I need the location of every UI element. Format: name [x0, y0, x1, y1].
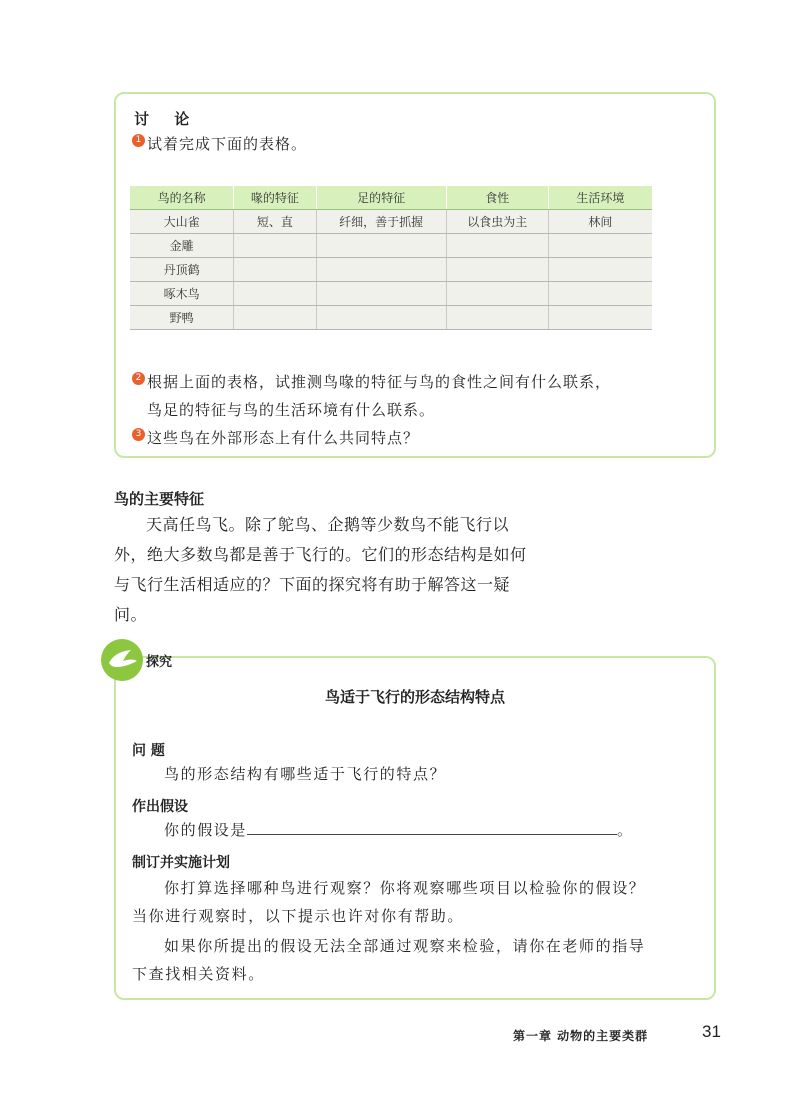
- table-row: [130, 210, 652, 234]
- table-row: [130, 234, 652, 258]
- table-row: [130, 258, 652, 282]
- table-cell[interactable]: [316, 258, 446, 282]
- table-cell: 丹顶鹤: [130, 258, 234, 282]
- table-row: [130, 306, 652, 330]
- problem-text: 鸟的形态结构有哪些适于飞行的特点？: [164, 765, 447, 783]
- table-cell: 啄木鸟: [130, 282, 234, 306]
- hypothesis-prefix: 你的假设是: [164, 821, 248, 839]
- plan-line-4: 下查找相关资料。: [132, 965, 265, 983]
- question-3-text: 这些鸟在外部形态上有什么共同特点？: [147, 429, 420, 447]
- table-cell: 野鸭: [130, 306, 234, 330]
- section-paragraph: 天高任鸟飞。除了鸵鸟、企鹅等少数鸟不能飞行以外，绝大多数鸟都是善于飞行的。它们的形态结构是如何与飞行生活相适应的？下面的探究将有助于解答这一疑问。: [114, 515, 527, 624]
- header-bird-name: 鸟的名称: [130, 186, 234, 210]
- table-cell: 以食虫为主: [446, 210, 548, 234]
- table-cell[interactable]: [234, 234, 316, 258]
- table-cell[interactable]: [446, 258, 548, 282]
- question-1: [132, 130, 307, 158]
- table-cell[interactable]: [234, 258, 316, 282]
- header-feet: 足的特征: [316, 186, 446, 210]
- table-cell: 金雕: [130, 234, 234, 258]
- plan-line-1: 你打算选择哪种鸟进行观察？你将观察哪些项目以检验你的假设？: [164, 879, 646, 897]
- table-cell[interactable]: [234, 282, 316, 306]
- table-header-row: [130, 186, 652, 210]
- hypothesis-suffix: 。: [617, 821, 634, 839]
- question-3: [132, 424, 419, 452]
- question-1-text: 试着完成下面的表格。: [147, 135, 308, 153]
- discussion-title: 讨 论: [134, 110, 200, 128]
- hypothesis-blank[interactable]: [247, 818, 617, 835]
- table-cell[interactable]: [548, 306, 652, 330]
- table-cell: 大山雀: [130, 210, 234, 234]
- discussion-box: [114, 92, 716, 458]
- question-number-3: 3: [132, 428, 145, 441]
- table-cell[interactable]: [548, 282, 652, 306]
- header-beak: 喙的特征: [234, 186, 316, 210]
- table-cell[interactable]: [446, 234, 548, 258]
- chapter-footer: 第一章 动物的主要类群: [513, 1029, 649, 1043]
- bird-features-table: [130, 186, 652, 330]
- table-cell: 短、直: [234, 210, 316, 234]
- table-cell[interactable]: [548, 234, 652, 258]
- page-number: 31: [702, 1022, 721, 1041]
- table-cell[interactable]: [548, 258, 652, 282]
- question-number-1: 1: [132, 134, 145, 147]
- problem-heading: 问 题: [132, 743, 165, 759]
- table-cell[interactable]: [234, 306, 316, 330]
- header-habitat: 生活环境: [548, 186, 652, 210]
- table-cell[interactable]: [316, 306, 446, 330]
- bird-icon: [101, 639, 143, 681]
- table-row: [130, 282, 652, 306]
- section-heading: 鸟的主要特征: [114, 490, 205, 508]
- table-cell: 纤细，善于抓握: [316, 210, 446, 234]
- inquiry-title: 鸟适于飞行的形态结构特点: [324, 688, 505, 706]
- header-diet: 食性: [446, 186, 548, 210]
- table-cell[interactable]: [316, 282, 446, 306]
- hypothesis-heading: 作出假设: [132, 799, 188, 815]
- question-2-line-1: 根据上面的表格，试推测鸟喙的特征与鸟的食性之间有什么联系，: [147, 373, 612, 391]
- table-cell[interactable]: [316, 234, 446, 258]
- inquiry-label: 探究: [146, 655, 173, 670]
- table-cell[interactable]: [446, 282, 548, 306]
- hypothesis-line: [132, 816, 634, 844]
- question-number-2: 2: [132, 372, 145, 385]
- table-cell: 林间: [548, 210, 652, 234]
- plan-line-2: 当你进行观察时，以下提示也许对你有帮助。: [132, 907, 465, 925]
- plan-line-3: 如果你所提出的假设无法全部通过观察来检验，请你在老师的指导: [164, 937, 646, 955]
- plan-heading: 制订并实施计划: [132, 855, 230, 871]
- question-2-line-2: 鸟足的特征与鸟的生活环境有什么联系。: [147, 401, 436, 419]
- question-2: [132, 368, 611, 424]
- table-cell[interactable]: [446, 306, 548, 330]
